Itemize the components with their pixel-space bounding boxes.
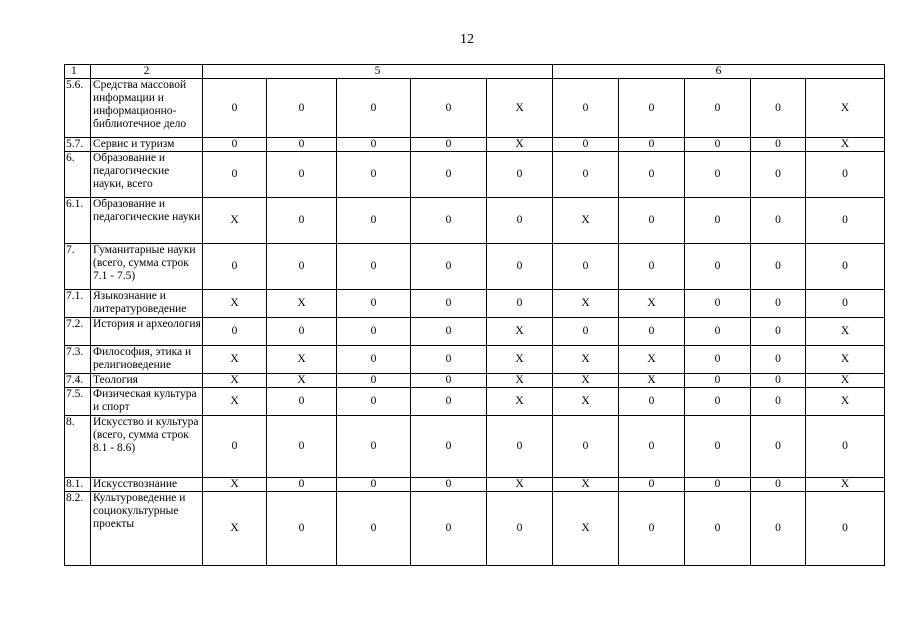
data-table [64,64,885,566]
table-row [65,198,885,244]
table-row [65,290,885,318]
row-name: Языкознание и литературоведение [91,290,203,318]
value-cell: 0 [806,152,885,198]
value-cell: X [487,478,553,492]
value-cell: 0 [487,492,553,566]
row-name: Физическая культура и спорт [91,388,203,416]
row-name: Образование и педагогические науки, всего [91,152,203,198]
value-cell: X [203,346,267,374]
value-cell: 0 [487,198,553,244]
value-cell: 0 [619,478,685,492]
value-cell: 0 [487,152,553,198]
value-cell: X [619,374,685,388]
value-cell: 0 [411,478,487,492]
value-cell: 0 [411,152,487,198]
value-cell: X [806,346,885,374]
value-cell: 0 [619,79,685,138]
value-cell: X [553,492,619,566]
value-cell: X [553,290,619,318]
value-cell: 0 [337,388,411,416]
value-cell: 0 [619,244,685,290]
table-row [65,138,885,152]
table-row [65,374,885,388]
value-cell: 0 [337,244,411,290]
value-cell: 0 [685,152,751,198]
table-row [65,416,885,478]
value-cell: 0 [619,492,685,566]
value-cell: 0 [411,374,487,388]
value-cell: X [806,374,885,388]
value-cell: 0 [751,152,806,198]
value-cell: 0 [267,478,337,492]
value-cell: 0 [411,388,487,416]
value-cell: 0 [806,416,885,478]
value-cell: X [203,478,267,492]
value-cell: 0 [751,318,806,346]
value-cell: 0 [337,492,411,566]
value-cell: 0 [411,290,487,318]
value-cell: X [806,478,885,492]
value-cell: 0 [203,79,267,138]
value-cell: X [203,492,267,566]
value-cell: 0 [411,346,487,374]
table-row [65,152,885,198]
value-cell: X [487,138,553,152]
value-cell: X [619,346,685,374]
table-row [65,346,885,374]
row-name: Гуманитарные науки (всего, сумма строк 7.1 - 7.5) [91,244,203,290]
value-cell: 0 [203,138,267,152]
table-row [65,388,885,416]
value-cell: X [203,290,267,318]
value-cell: X [487,318,553,346]
value-cell: 0 [685,198,751,244]
row-number: 7. [65,244,91,290]
value-cell: 0 [806,290,885,318]
row-number: 5.7. [65,138,91,152]
value-cell: 0 [685,244,751,290]
value-cell: 0 [553,138,619,152]
header-col-2: 2 [91,65,203,79]
value-cell: X [619,290,685,318]
value-cell: 0 [411,138,487,152]
header-row [65,65,885,79]
value-cell: 0 [685,416,751,478]
value-cell: 0 [751,346,806,374]
table-row [65,79,885,138]
value-cell: 0 [751,198,806,244]
value-cell: 0 [553,416,619,478]
value-cell: 0 [685,290,751,318]
row-name: Культуроведение и социокультурные проекты [91,492,203,566]
value-cell: 0 [267,388,337,416]
row-number: 8.1. [65,478,91,492]
value-cell: 0 [487,416,553,478]
value-cell: X [267,346,337,374]
value-cell: 0 [337,318,411,346]
row-number: 6. [65,152,91,198]
value-cell: 0 [553,79,619,138]
value-cell: 0 [685,79,751,138]
value-cell: 0 [751,290,806,318]
row-number: 6.1. [65,198,91,244]
value-cell: 0 [553,152,619,198]
value-cell: 0 [619,416,685,478]
row-name: Средства массовой информации и информационно-библиотечное дело [91,79,203,138]
row-number: 7.2. [65,318,91,346]
value-cell: 0 [203,152,267,198]
value-cell: 0 [337,346,411,374]
header-group-6: 6 [553,65,885,79]
value-cell: 0 [267,138,337,152]
value-cell: X [267,290,337,318]
value-cell: 0 [337,79,411,138]
value-cell: 0 [751,492,806,566]
row-name: Образование и педагогические науки [91,198,203,244]
value-cell: X [203,374,267,388]
value-cell: 0 [337,374,411,388]
value-cell: X [487,346,553,374]
value-cell: 0 [806,492,885,566]
value-cell: 0 [685,374,751,388]
value-cell: 0 [487,244,553,290]
value-cell: 0 [411,198,487,244]
row-number: 7.3. [65,346,91,374]
value-cell: 0 [619,138,685,152]
header-group-5: 5 [203,65,553,79]
value-cell: X [806,79,885,138]
value-cell: X [203,388,267,416]
value-cell: 0 [751,374,806,388]
value-cell: X [806,388,885,416]
row-name: Искусствознание [91,478,203,492]
value-cell: 0 [751,478,806,492]
value-cell: 0 [619,198,685,244]
value-cell: X [487,79,553,138]
value-cell: X [806,318,885,346]
value-cell: 0 [267,492,337,566]
row-name: Теология [91,374,203,388]
value-cell: 0 [751,416,806,478]
value-cell: 0 [685,138,751,152]
value-cell: 0 [685,492,751,566]
row-number: 7.1. [65,290,91,318]
value-cell: X [553,346,619,374]
value-cell: 0 [203,318,267,346]
value-cell: 0 [553,244,619,290]
value-cell: 0 [806,198,885,244]
row-number: 8. [65,416,91,478]
value-cell: 0 [267,416,337,478]
value-cell: 0 [267,244,337,290]
value-cell: X [267,374,337,388]
header-col-1: 1 [65,65,91,79]
value-cell: 0 [685,318,751,346]
value-cell: 0 [337,416,411,478]
value-cell: 0 [267,152,337,198]
value-cell: 0 [337,138,411,152]
value-cell: 0 [487,290,553,318]
value-cell: 0 [619,152,685,198]
value-cell: 0 [411,492,487,566]
value-cell: 0 [751,79,806,138]
value-cell: 0 [337,152,411,198]
value-cell: X [487,374,553,388]
value-cell: 0 [203,416,267,478]
row-number: 7.4. [65,374,91,388]
value-cell: 0 [411,416,487,478]
value-cell: 0 [267,198,337,244]
value-cell: 0 [267,318,337,346]
row-name: Искусство и культура (всего, сумма строк 8.1 - 8.6) [91,416,203,478]
value-cell: 0 [751,138,806,152]
value-cell: 0 [411,244,487,290]
value-cell: 0 [685,478,751,492]
value-cell: 0 [751,244,806,290]
value-cell: X [553,374,619,388]
value-cell: X [553,198,619,244]
table-row [65,478,885,492]
table-row [65,244,885,290]
value-cell: 0 [337,290,411,318]
value-cell: 0 [411,318,487,346]
value-cell: 0 [203,244,267,290]
value-cell: 0 [267,79,337,138]
row-number: 8.2. [65,492,91,566]
value-cell: 0 [751,388,806,416]
table-row [65,318,885,346]
value-cell: 0 [806,244,885,290]
value-cell: 0 [619,318,685,346]
value-cell: 0 [685,388,751,416]
value-cell: X [553,478,619,492]
row-name: Философия, этика и религиоведение [91,346,203,374]
value-cell: X [487,388,553,416]
value-cell: 0 [553,318,619,346]
table-row [65,492,885,566]
value-cell: X [806,138,885,152]
row-name: Сервис и туризм [91,138,203,152]
value-cell: X [203,198,267,244]
value-cell: 0 [685,346,751,374]
row-number: 7.5. [65,388,91,416]
row-number: 5.6. [65,79,91,138]
value-cell: X [553,388,619,416]
value-cell: 0 [337,198,411,244]
value-cell: 0 [619,388,685,416]
page-number: 12 [460,32,474,47]
value-cell: 0 [337,478,411,492]
row-name: История и археология [91,318,203,346]
value-cell: 0 [411,79,487,138]
